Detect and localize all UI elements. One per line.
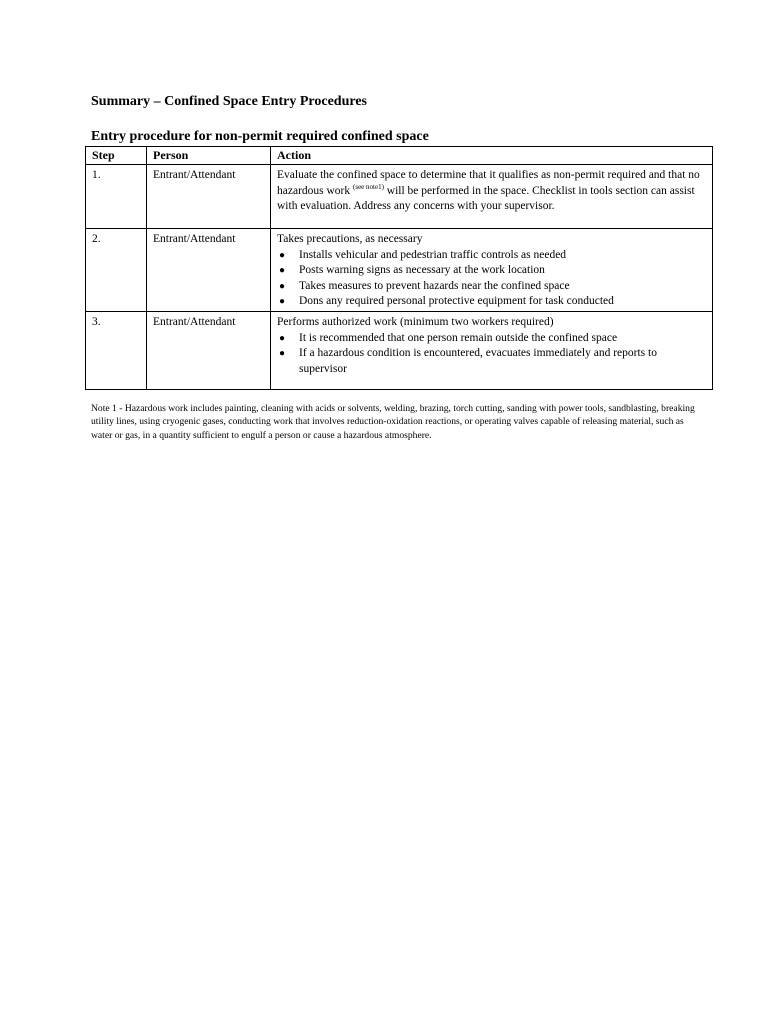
bullet-list	[277, 248, 707, 310]
table-row	[86, 165, 713, 229]
note-reference: (see note1)	[353, 182, 384, 191]
person-cell: Entrant/Attendant	[147, 165, 271, 229]
procedure-table	[85, 146, 713, 390]
bullet-icon: ●	[279, 249, 286, 261]
bullet-text: Dons any required personal protective equipment for task conducted	[299, 295, 614, 308]
action-cell	[271, 229, 713, 312]
action-cell	[271, 312, 713, 390]
section-title: Entry procedure for non-permit required confined space	[91, 129, 429, 144]
bullet-item	[277, 248, 707, 264]
bullet-text: If a hazardous condition is encountered, evacuates immediately and reports to supervisor	[299, 347, 657, 375]
step-cell: 3.	[86, 312, 147, 390]
bullet-item	[277, 331, 707, 347]
bullet-list	[277, 331, 707, 378]
bullet-item	[277, 279, 707, 295]
table-row	[86, 229, 713, 312]
action-cell	[271, 165, 713, 229]
header-person: Person	[147, 147, 271, 165]
bullet-icon: ●	[279, 265, 286, 277]
bullet-item	[277, 263, 707, 279]
bullet-icon: ●	[279, 348, 286, 360]
action-intro: Takes precautions, as necessary	[277, 233, 423, 245]
bullet-text: Posts warning signs as necessary at the work location	[299, 264, 545, 277]
action-text-part: Evaluate the confined space to determine that it qualifies as non-permit required and that no hazardous work	[277, 169, 700, 197]
step-cell: 2.	[86, 229, 147, 312]
step-cell: 1.	[86, 165, 147, 229]
bullet-item	[277, 294, 707, 310]
action-text	[277, 168, 707, 215]
bullet-text: Takes measures to prevent hazards near the confined space	[299, 279, 570, 292]
table-header-row	[86, 147, 713, 165]
bullet-icon: ●	[279, 280, 286, 292]
page-title: Summary – Confined Space Entry Procedures	[91, 94, 367, 109]
action-text-part: will be performed in the space. Checklist in tools section can assist with evaluation. Address any concerns with your supervisor.	[277, 184, 695, 213]
person-cell: Entrant/Attendant	[147, 312, 271, 390]
bullet-icon: ●	[279, 296, 286, 308]
bullet-icon: ●	[279, 332, 286, 344]
header-step: Step	[86, 147, 147, 165]
action-intro: Performs authorized work (minimum two workers required)	[277, 316, 554, 328]
bullet-text: Installs vehicular and pedestrian traffic controls as needed	[299, 248, 567, 261]
bullet-text: It is recommended that one person remain outside the confined space	[299, 331, 618, 344]
person-cell: Entrant/Attendant	[147, 229, 271, 312]
table-row	[86, 312, 713, 390]
header-action: Action	[271, 147, 713, 165]
footnote: Note 1 - Hazardous work includes painting, cleaning with acids or solvents, welding, brazing, torch cutting, sanding with power tools, sandblasting, breaking utility lines, using cryogenic gases, conducting work that involves reduction-oxidation reactions, or operating valves capable of releasing material, such as water or gas, in a quantity sufficient to engulf a person or cause a hazardous atmosphere.	[91, 403, 695, 441]
bullet-item	[277, 346, 707, 377]
